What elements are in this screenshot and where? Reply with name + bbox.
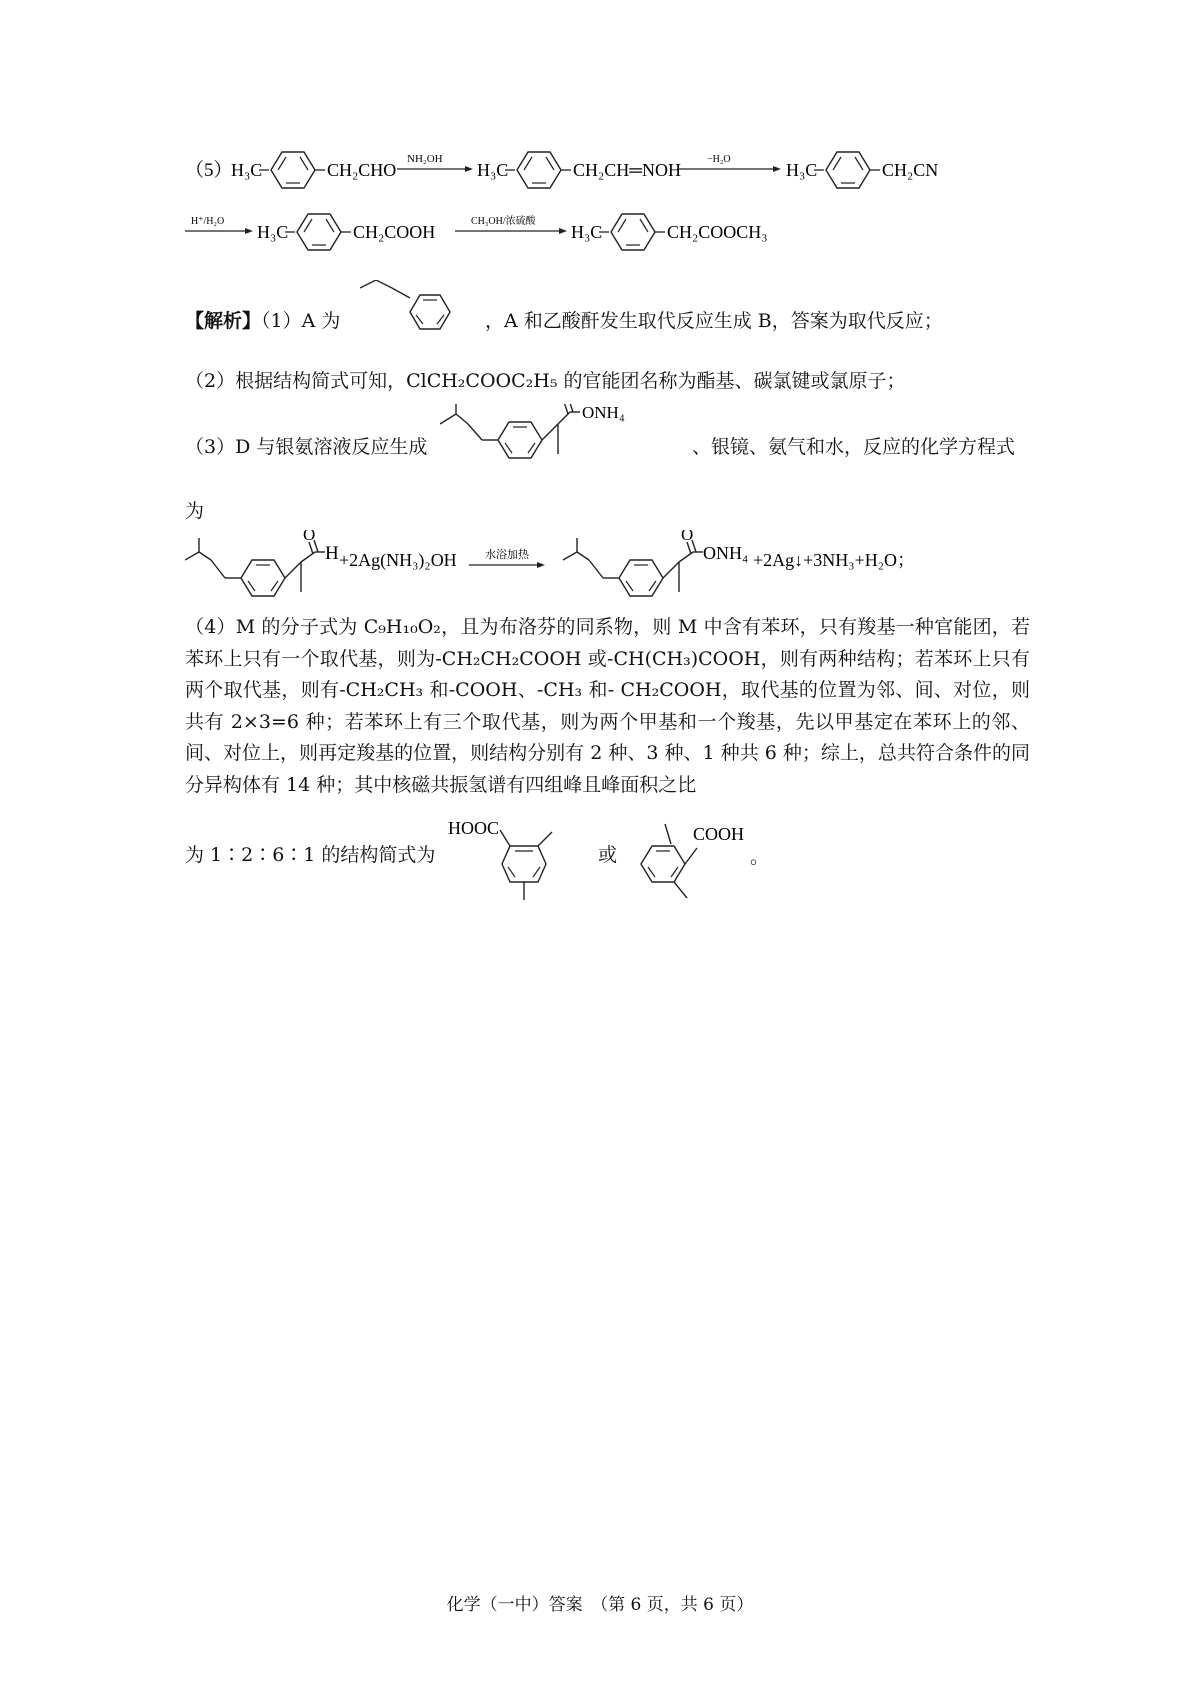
step5-start: H₃C — [571, 222, 603, 242]
benzene-ring-icon — [241, 560, 285, 596]
analysis-heading: 【解析】 — [185, 310, 262, 332]
or-word: 或 — [598, 844, 618, 866]
synthesis-route-line-2 — [185, 212, 1045, 252]
equation-reagent: +2Ag(NH₃)₂OH — [339, 550, 457, 570]
step5-tail: CH₂COOCH₃ — [667, 222, 768, 242]
benzene-ring-icon — [297, 214, 341, 250]
analysis-3-suffix: 、银镜、氨气和水，反应的化学方程式 — [692, 436, 1016, 458]
benzene-ring-icon — [498, 422, 542, 458]
section-5-label: （5） — [185, 160, 233, 181]
step2-tail: CH₂CH═NOH — [573, 160, 682, 180]
isomer-1-label: HOOC — [448, 818, 500, 838]
final-period: 。 — [750, 846, 770, 868]
analysis-3-continuation: 为 — [185, 500, 205, 522]
step4-start: H₃C — [257, 222, 289, 242]
isomer-1-structure — [448, 818, 598, 908]
benzene-ring-icon — [641, 846, 685, 882]
analysis-4: （4）M 的分子式为 C₉H₁₀O₂，且为布洛芬的同系物，则 M 中含有苯环，只有羧基一种官能团，若苯环上只有一个取代基，则为-CH₂CH₂COOH 或-CH(CH₃)COOH，则有两种结构；若苯环上只有两个取代基，则有-CH₂CH₃ 和-COOH、-CH₃ 和- CH₂COOH，取代基的位置为邻、间、对位，则共有 2×3=6 种；若苯环上有三个取代基，则为两个甲基和一个羧基，先以甲基定在苯环上的邻、间、对位上，则再定羧基的位置，则结构分别有 2 种、3 种、1 种共 6 种；综上，总共符合条件的同分异构体有 14 种；其中核磁共振氢谱有四组峰且峰面积之比 — [185, 616, 1030, 796]
step1-tail: CH₂CHO — [327, 160, 397, 180]
page-footer: 化学（一中）答案 （第 6 页，共 6 页） — [446, 1595, 754, 1615]
step4-reagent: CH₃OH/浓硫酸 — [471, 216, 536, 227]
analysis-2: （2）根据结构简式可知，ClCH₂COOC₂H₅ 的官能团名称为酯基、碳氯键或氯原子； — [185, 370, 906, 392]
benzene-ring-icon — [611, 214, 655, 250]
step3-tail: CH₂CN — [882, 160, 939, 180]
aldehyde-h: H — [325, 543, 339, 564]
analysis-1-suffix: ，A 和乙酸酐发生取代反应生成 B，答案为取代反应； — [485, 310, 943, 332]
analysis-4-last: 为 1∶2∶6∶1 的结构简式为 — [185, 844, 436, 866]
benzene-ring-icon — [826, 152, 870, 188]
step2-start: H₃C — [477, 160, 509, 180]
benzene-ring-icon — [271, 152, 315, 188]
step1-reagent: NH₂OH — [407, 153, 443, 165]
product-ammonium-label: ONH₄ — [703, 543, 749, 563]
isomer-2-structure — [625, 818, 765, 908]
analysis-3-prefix: （3）D 与银氨溶液反应生成 — [185, 436, 428, 458]
equation-condition: 水浴加热 — [485, 549, 529, 561]
oxygen-label-1: O — [303, 530, 316, 544]
benzene-ring-icon — [410, 295, 450, 329]
isomer-2-label: COOH — [693, 824, 745, 844]
benzene-ring-icon — [502, 846, 546, 882]
compound-a-structure — [360, 280, 480, 350]
ammonium-salt-structure — [440, 404, 690, 494]
step3-start: H₃C — [786, 160, 818, 180]
step4-tail: CH₂COOH — [353, 222, 436, 242]
synthesis-route-line-1 — [185, 150, 1045, 190]
benzene-ring-icon — [517, 152, 561, 188]
benzene-ring-icon — [619, 560, 663, 596]
ammonium-label: ONH₄ — [582, 404, 625, 422]
step2-reagent: −H₂O — [707, 154, 731, 165]
step1-start: H₃C — [231, 160, 263, 180]
oxygen-label-2: O — [681, 530, 694, 544]
analysis-1-prefix: （1）A 为 — [261, 310, 341, 332]
step3-reagent: H⁺/H₂O — [191, 216, 225, 227]
equation-products: +2Ag↓+3NH₃+H₂O； — [753, 550, 915, 570]
